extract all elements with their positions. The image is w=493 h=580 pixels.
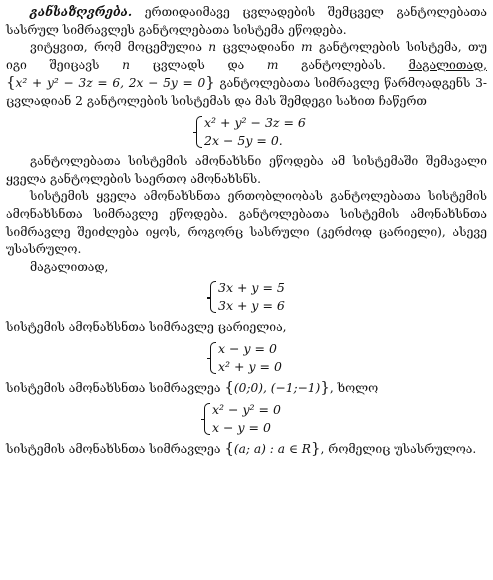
- inline-equation-set: {x² + y² − 3z = 6, 2x − 5y = 0}: [6, 73, 215, 92]
- solution-set-paragraph: სისტემის ყველა ამონახსნთა ერთობლიობას განტოლებათა სისტემის ამონახსნთა სიმრავლე ეწოდება. განტოლებათა სისტემის ამონახსნთა სიმრავლე შეიძლება იყოს, როგორც სასრული (კერძოდ ცარიელი), ასევე უსასრულო.: [6, 189, 487, 257]
- equation-row: x − y = 0: [212, 419, 271, 435]
- text-fragment: განტოლების სისტემა, თუ იგი შეიცავს: [6, 40, 487, 72]
- definition-term: განსაზღვრება.: [30, 5, 133, 19]
- example-word: მაგალითად,: [408, 57, 487, 72]
- text-fragment: განტოლებას.: [278, 57, 409, 72]
- text-fragment: სისტემის ამონახსნთა სიმრავლეა: [6, 381, 225, 396]
- variable-n: n: [208, 40, 217, 55]
- empty-set-paragraph: სისტემის ამონახსნთა სიმრავლე ცარიელია,: [6, 319, 287, 334]
- example-intro: მაგალითად,: [30, 259, 109, 274]
- left-brace: [210, 342, 216, 374]
- text-fragment: , ხოლო: [329, 381, 379, 396]
- variable-m: m: [266, 57, 279, 72]
- solution-definition-paragraph: განტოლებათა სისტემის ამონახსნი ეწოდება ამ სისტემაში შემავალი ყველა განტოლების საერთო ამონახსნს.: [6, 154, 487, 186]
- infinite-set-paragraph: [6, 440, 487, 459]
- equation-system-4: [204, 401, 281, 437]
- equation-row: x² − y² = 0: [212, 401, 281, 417]
- variable-m: m: [301, 40, 313, 55]
- equation-system-1: [196, 114, 306, 150]
- solution-set: {(a; a) : a ∈ R}: [224, 439, 321, 458]
- text-fragment: , რომელიც უსასრულოა.: [320, 442, 477, 457]
- equation-row: 2x − 5y = 0.: [204, 132, 283, 148]
- left-brace: [204, 403, 210, 435]
- solution-set: {(0;0), (−1;−1)}: [224, 378, 330, 397]
- equation-row: 3x + y = 5: [218, 280, 285, 296]
- definition-paragraph: [6, 4, 487, 39]
- finite-set-paragraph: [6, 379, 487, 398]
- solution-set-text: (0;0), (−1;−1): [233, 381, 321, 396]
- equation-system-2-block: [6, 279, 487, 316]
- solution-set-text: (a; a) : a ∈ R: [233, 442, 311, 457]
- variable-n: n: [122, 57, 130, 72]
- system-description-paragraph: [6, 39, 487, 110]
- equation-row: x − y = 0: [218, 340, 277, 356]
- equation-row: 3x + y = 6: [218, 298, 285, 314]
- equation-system-3: [210, 340, 282, 376]
- definition-text: ერთიდაიმავე ცვლადების შემცველ განტოლებათა სასრულ სიმრავლეს განტოლებათა სისტემა ეწოდება.: [6, 5, 487, 37]
- left-brace: [210, 281, 216, 313]
- equation-system-4-block: [6, 401, 487, 438]
- text-fragment: ცვლადს და: [129, 57, 267, 72]
- equation-row: x² + y = 0: [218, 358, 282, 374]
- equation-system-1-block: [6, 114, 487, 151]
- inline-equation-set-text: x² + y² − 3z = 6, 2x − 5y = 0: [15, 76, 206, 91]
- text-fragment: სისტემის ამონახსნთა სიმრავლეა: [6, 442, 225, 457]
- text-fragment: განტოლებათა სიმრავლე წარმოადგენს 3-ცვლადიან 2 განტოლების სისტემას და მას შემდეგი სახით ჩაწერთ: [6, 76, 487, 108]
- text-fragment: ვიტყვით, რომ მოცემულია: [30, 40, 209, 55]
- equation-system-3-block: [6, 340, 487, 377]
- text-fragment: ცვლადიანი: [216, 40, 302, 55]
- equation-system-2: [210, 279, 285, 315]
- equation-row: x² + y² − 3z = 6: [204, 114, 306, 130]
- left-brace: [196, 116, 202, 148]
